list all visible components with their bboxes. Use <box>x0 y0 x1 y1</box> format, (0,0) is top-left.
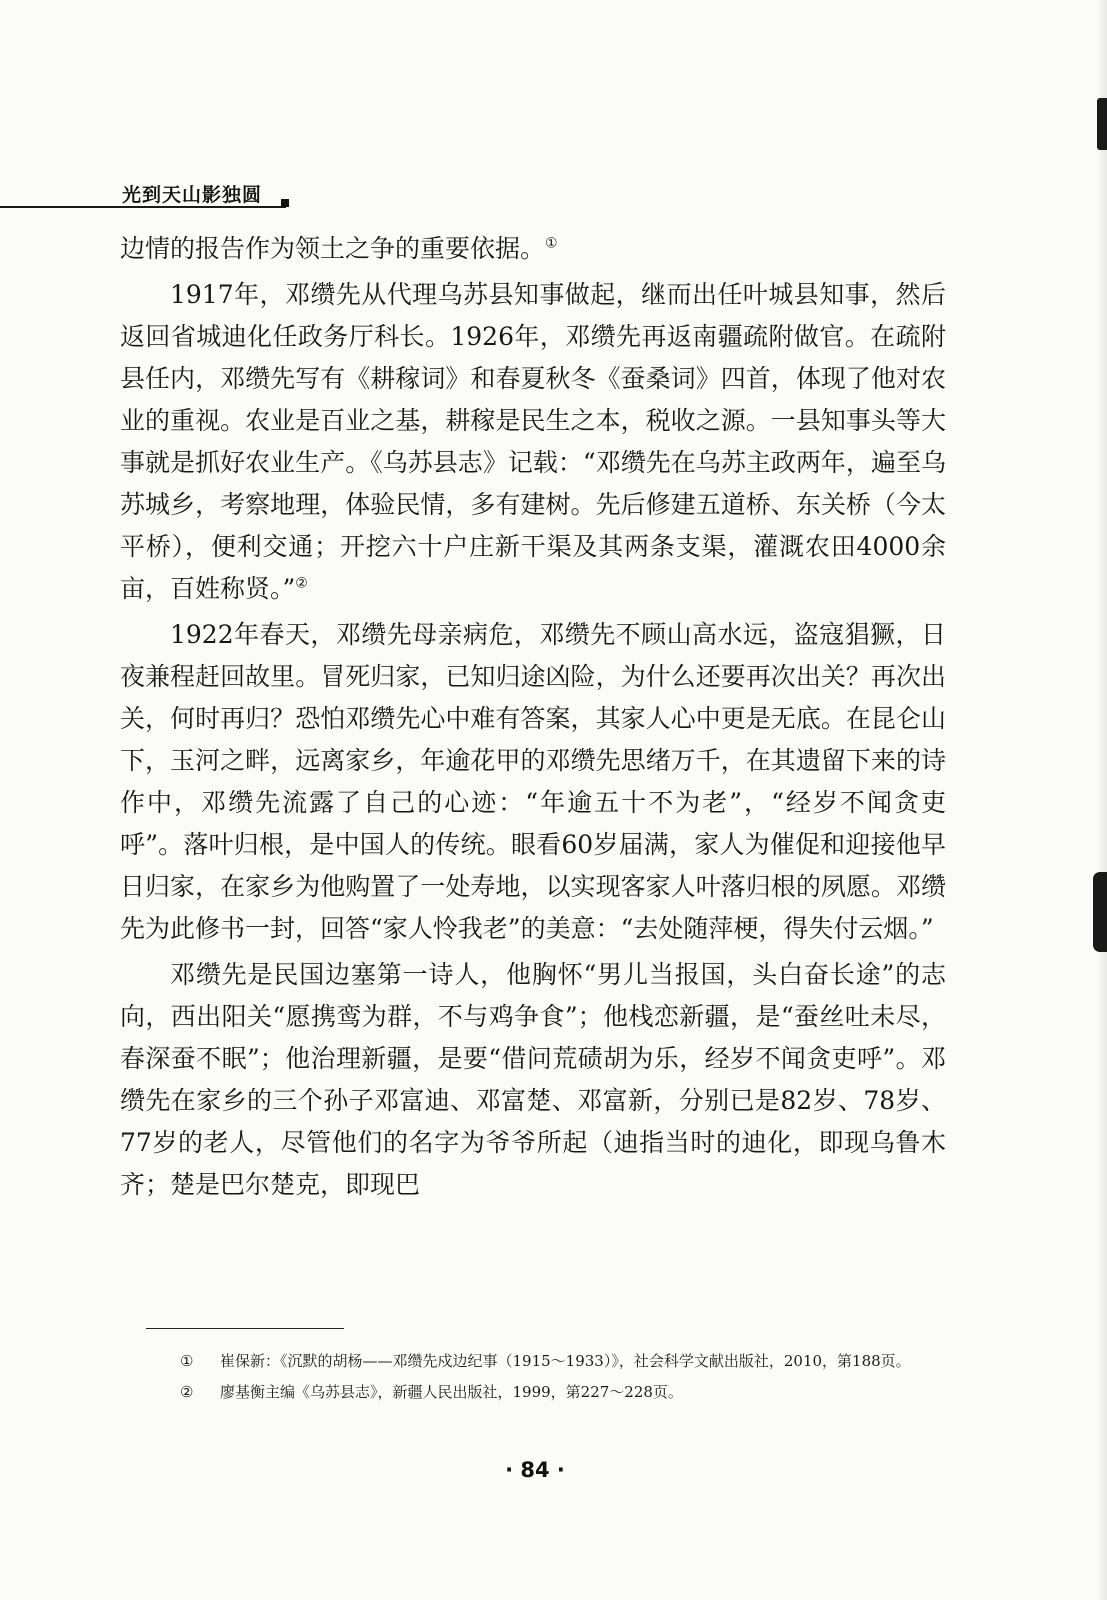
footnote-text: 崔保新：《沉默的胡杨——邓缵先戍边纪事（1915～1933）》，社会科学文献出版社，2010，第188页。 <box>220 1352 911 1370</box>
header-square-mark <box>281 199 289 207</box>
footnote-mark: ① <box>180 1352 194 1370</box>
footnote-ref-2: ② <box>295 575 308 592</box>
header-rule <box>0 206 286 208</box>
body-text <box>120 228 946 1206</box>
page-number: · 84 · <box>505 1458 565 1482</box>
footnote-text: 廖基衡主编《乌苏县志》，新疆人民出版社，1999，第227～228页。 <box>220 1383 683 1401</box>
running-header-title: 光到天山影独圆 <box>122 184 263 206</box>
paragraph-text: 邓缵先是民国边塞第一诗人，他胸怀“男儿当报国，头白奋长途”的志向，西出阳关“愿携鸾为群，不与鸡争食”；他栈恋新疆，是“蚕丝吐未尽，春深蚕不眠”；他治理新疆，是要“借问荒碛胡为乐，经岁不闻贪吏呼”。邓缵先在家乡的三个孙子邓富迪、邓富楚、邓富新，分别已是82岁、78岁、77岁的老人，尽管他们的名字为爷爷所起（迪指当时的迪化，即现乌鲁木齐；楚是巴尔楚克，即现巴 <box>120 960 946 1199</box>
footnote-separator <box>146 1328 344 1329</box>
footnote-2 <box>180 1379 950 1406</box>
binding-mark-middle <box>1093 872 1107 952</box>
footnote-1 <box>180 1348 950 1375</box>
paragraph-1917 <box>120 274 946 610</box>
paragraph-text: 1922年春天，邓缵先母亲病危，邓缵先不顾山高水远，盗寇猖獗，日夜兼程赶回故里。冒死归家，已知归途凶险，为什么还要再次出关？再次出关，何时再归？恐怕邓缵先心中难有答案，其家人心中更是无底。在昆仑山下，玉河之畔，远离家乡，年逾花甲的邓缵先思绪万千，在其遗留下来的诗作中，邓缵先流露了自己的心迹：“年逾五十不为老”，“经岁不闻贪吏呼”。落叶归根，是中国人的传统。眼看60岁届满，家人为催促和迎接他早日归家，在家乡为他购置了一处寿地，以实现客家人叶落归根的夙愿。邓缵先为此修书一封，回答“家人怜我老”的美意：“去处随萍梗，得失付云烟。” <box>120 620 946 943</box>
footnote-ref-1: ① <box>545 235 558 252</box>
paragraph-continued <box>120 228 946 270</box>
footnotes <box>180 1348 950 1406</box>
paragraph-text: 边情的报告作为领土之争的重要依据。 <box>120 234 546 263</box>
page-edge-shadow <box>1097 0 1107 1600</box>
binding-mark-top <box>1097 98 1107 150</box>
paragraph-poet <box>120 954 946 1206</box>
paragraph-1922 <box>120 614 946 950</box>
paragraph-text: 1917年，邓缵先从代理乌苏县知事做起，继而出任叶城县知事，然后返回省城迪化任政务厅科长。1926年，邓缵先再返南疆疏附做官。在疏附县任内，邓缵先写有《耕稼词》和春夏秋冬《蚕桑词》四首，体现了他对农业的重视。农业是百业之基，耕稼是民生之本，税收之源。一县知事头等大事就是抓好农业生产。《乌苏县志》记载：“邓缵先在乌苏主政两年，遍至乌苏城乡，考察地理，体验民情，多有建树。先后修建五道桥、东关桥（今太平桥），便利交通；开挖六十户庄新干渠及其两条支渠，灌溉农田4000余亩，百姓称贤。” <box>120 280 946 603</box>
footnote-mark: ② <box>180 1383 194 1401</box>
